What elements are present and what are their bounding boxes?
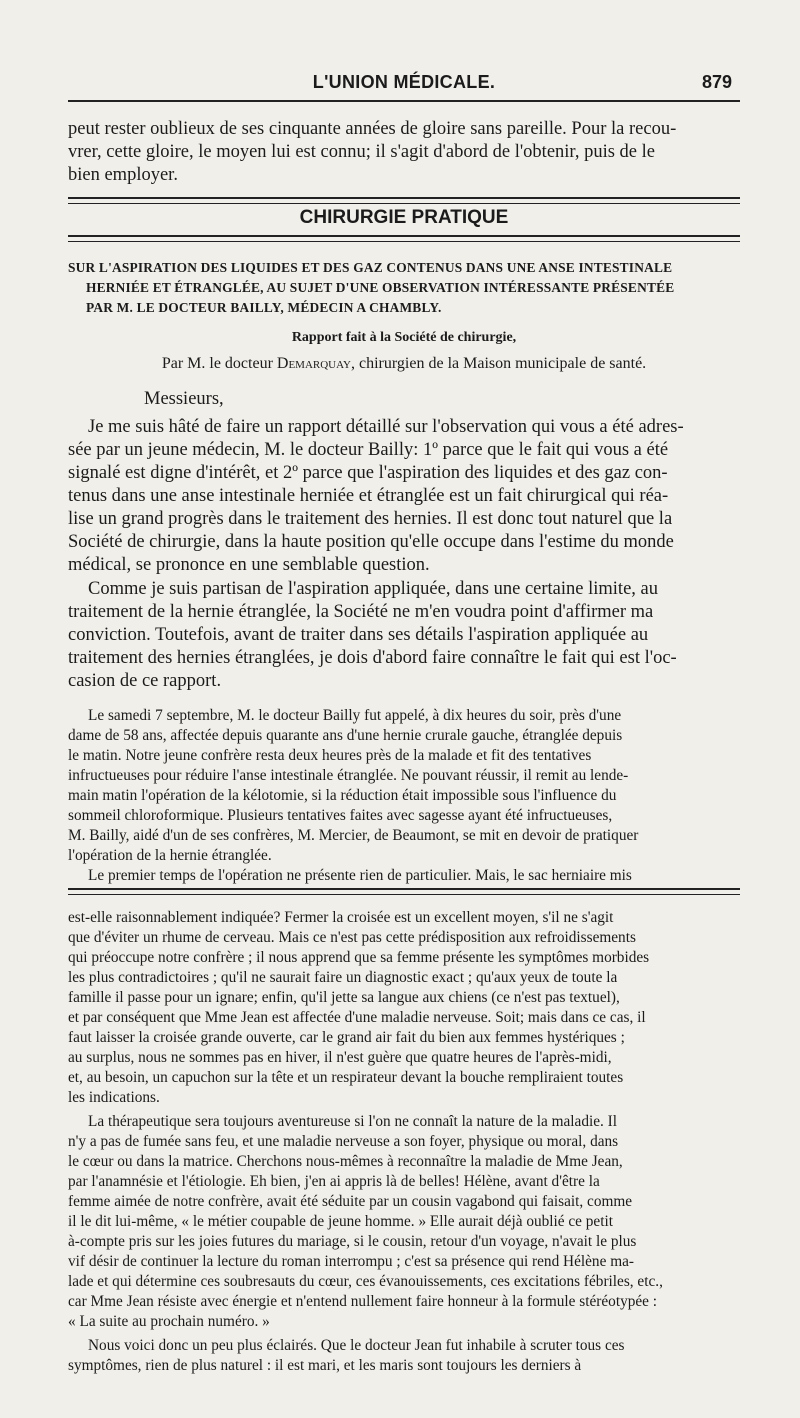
journal-title: L'UNION MÉDICALE. <box>312 72 496 92</box>
section-title: CHIRURGIE PRATIQUE <box>299 207 509 228</box>
text-line: traitement des hernies étranglées, je dois d'abord faire connaître le fait qui est l'oc- <box>68 648 677 668</box>
text-line: conviction. Toutefois, avant de traiter dans ses détails l'aspiration appliquée au <box>68 625 649 645</box>
text-line: Nous voici donc un peu plus éclairés. Que le docteur Jean fut inhabile à scruter tous ces <box>88 1337 625 1354</box>
text-line: au surplus, nous ne sommes pas en hiver, il n'est guère que quatre heures de l'après-midi, <box>68 1049 612 1066</box>
subtitle-line: SUR L'ASPIRATION DES LIQUIDES ET DES GAZ CONTENUS DANS UNE ANSE INTESTINALE <box>68 260 673 275</box>
text-line: l'opération de la hernie étranglée. <box>68 847 272 864</box>
text-line: qui préoccupe notre confrère ; il nous apprend que sa femme présente les symptômes morbides <box>68 949 650 966</box>
running-header <box>68 70 740 102</box>
text-line: traitement de la hernie étranglée, la Société ne m'en voudra point d'affirmer ma <box>68 602 654 622</box>
subtitle-line: PAR M. LE DOCTEUR BAILLY, MÉDECIN A CHAMBLY. <box>86 300 442 315</box>
text-line: il le dit lui-même, « le métier coupable de jeune homme. » Elle aurait déjà oublié ce petit <box>68 1213 613 1230</box>
section-rule-top <box>68 197 740 204</box>
text-line: vif désir de continuer la lecture du roman interrompu ; c'est sa présence qui rend Hélène ma- <box>68 1253 634 1270</box>
text-line: dame de 58 ans, affectée depuis quarante ans d'une hernie crurale gauche, étranglée depuis <box>68 727 623 744</box>
author-suffix: , chirurgien de la Maison municipale de santé. <box>351 355 647 372</box>
text-line: le matin. Notre jeune confrère resta deux heures près de la malade et fit des tentatives <box>68 747 592 764</box>
report-note: Rapport fait à la Société de chirurgie, <box>291 330 517 345</box>
text-line: n'y a pas de fumée sans feu, et une maladie nerveuse a son foyer, physique ou moral, dans <box>68 1133 619 1150</box>
text-line: « La suite au prochain numéro. » <box>68 1313 270 1330</box>
text-line: Le samedi 7 septembre, M. le docteur Bailly fut appelé, à dix heures du soir, près d'une <box>88 707 622 724</box>
text-line: vrer, cette gloire, le moyen lui est connu; il s'agit d'abord de l'obtenir, puis de le <box>68 142 655 162</box>
text-line: par l'anamnésie et l'étiologie. Eh bien, j'en ai appris là de belles! Hélène, avant d'être la <box>68 1173 600 1190</box>
text-line: Le premier temps de l'opération ne présente rien de particulier. Mais, le sac herniaire mis <box>88 867 632 884</box>
text-line: famille il passe pour un ignare; enfin, qu'il jette sa langue aux chiens (ce n'est pas textuel), <box>68 989 620 1006</box>
feuilleton-rule <box>68 888 740 895</box>
page-number: 879 <box>701 72 732 92</box>
text-line: peut rester oublieux de ses cinquante années de gloire sans pareille. Pour la recou- <box>68 119 677 139</box>
text-line: bien employer. <box>68 165 178 185</box>
text-line: les plus contradictoires ; qu'il ne saurait faire un diagnostic exact ; qu'aux yeux de toute la <box>68 969 618 986</box>
text-line: et par conséquent que Mme Jean est affectée d'une maladie nerveuse. Soit; mais dans ce cas, il <box>68 1009 646 1026</box>
text-line: lade et qui détermine ces soubresauts du cœur, ces évanouissements, ces excitations fébriles, etc., <box>68 1273 663 1290</box>
text-line: La thérapeutique sera toujours aventureuse si l'on ne connaît la nature de la maladie. Il <box>88 1113 618 1130</box>
article-subtitle <box>68 258 740 318</box>
text-line: que d'éviter un rhume de cerveau. Mais ce n'est pas cette prédisposition aux refroidissements <box>68 929 636 946</box>
feuilleton-paragraph-2 <box>68 1112 740 1332</box>
text-line: tenus dans une anse intestinale herniée et étranglée est un fait chirurgical qui réa- <box>68 486 669 506</box>
salutation: Messieurs, <box>144 389 224 409</box>
author-line <box>68 355 740 373</box>
subtitle-line: HERNIÉE ET ÉTRANGLÉE, AU SUJET D'UNE OBSERVATION INTÉRESSANTE PRÉSENTÉE <box>86 280 675 295</box>
text-line: sommeil chloroformique. Plusieurs tentatives faites avec sagesse ayant été infructueuses, <box>68 807 613 824</box>
author-name: Demarquay <box>276 355 351 372</box>
text-line: le cœur ou dans la matrice. Cherchons nous-mêmes à reconnaître la maladie de Mme Jean, <box>68 1153 623 1170</box>
text-line: main matin l'opération de la kélotomie, si la réduction était impossible sous l'influence du <box>68 787 617 804</box>
text-line: les indications. <box>68 1089 160 1106</box>
body-paragraph-1 <box>68 416 740 577</box>
text-line: faut laisser la croisée grande ouverte, car le grand air fait du bien aux femmes hystériques ; <box>68 1029 625 1046</box>
text-line: casion de ce rapport. <box>68 671 222 691</box>
text-line: est-elle raisonnablement indiquée? Fermer la croisée est un excellent moyen, s'il ne s'agit <box>68 909 614 926</box>
text-line: et, au besoin, un capuchon sur la tête et un respirateur devant la bouche rempliraient toutes <box>68 1069 624 1086</box>
text-line: M. Bailly, aidé d'un de ses confrères, M. Mercier, de Beaumont, se mit en devoir de pratiquer <box>68 827 639 844</box>
feuilleton-paragraph-3 <box>68 1336 740 1376</box>
text-line: médical, se prononce en une semblable question. <box>68 555 430 575</box>
text-line: car Mme Jean résiste avec énergie et n'entend nullement faire honneur à la formule stéréotypée : <box>68 1293 658 1310</box>
text-line: Je me suis hâté de faire un rapport détaillé sur l'observation qui vous a été adres- <box>88 417 684 437</box>
section-rule-bottom <box>68 235 740 242</box>
text-line: à-compte pris sur les joies futures du mariage, si le cousin, retour d'un voyage, n'avait le plus <box>68 1233 637 1250</box>
text-line: symptômes, rien de plus naturel : il est mari, et les maris sont toujours les derniers à <box>68 1357 582 1374</box>
text-line: Société de chirurgie, dans la haute position qu'elle occupe dans l'estime du monde <box>68 532 674 552</box>
text-line: signalé est digne d'intérêt, et 2º parce que l'aspiration des liquides et des gaz con- <box>68 463 668 483</box>
text-line: sée par un jeune médecin, M. le docteur Bailly: 1º parce que le fait qui vous a été <box>68 440 669 460</box>
text-line: infructueuses pour réduire l'anse intestinale étranglée. Ne pouvant réussir, il remit au lende- <box>68 767 629 784</box>
text-line: femme aimée de notre confrère, avait été séduite par un cousin vagabond qui faisait, comme <box>68 1193 633 1210</box>
author-prefix: Par M. le docteur <box>161 355 273 372</box>
feuilleton-paragraph-1 <box>68 908 740 1108</box>
observation-paragraph <box>68 706 740 886</box>
body-paragraph-2 <box>68 578 740 693</box>
text-line: lise un grand progrès dans le traitement des hernies. Il est donc tout naturel que la <box>68 509 673 529</box>
text-line: Comme je suis partisan de l'aspiration appliquée, dans une certaine limite, au <box>88 579 658 599</box>
intro-paragraph <box>68 118 740 187</box>
